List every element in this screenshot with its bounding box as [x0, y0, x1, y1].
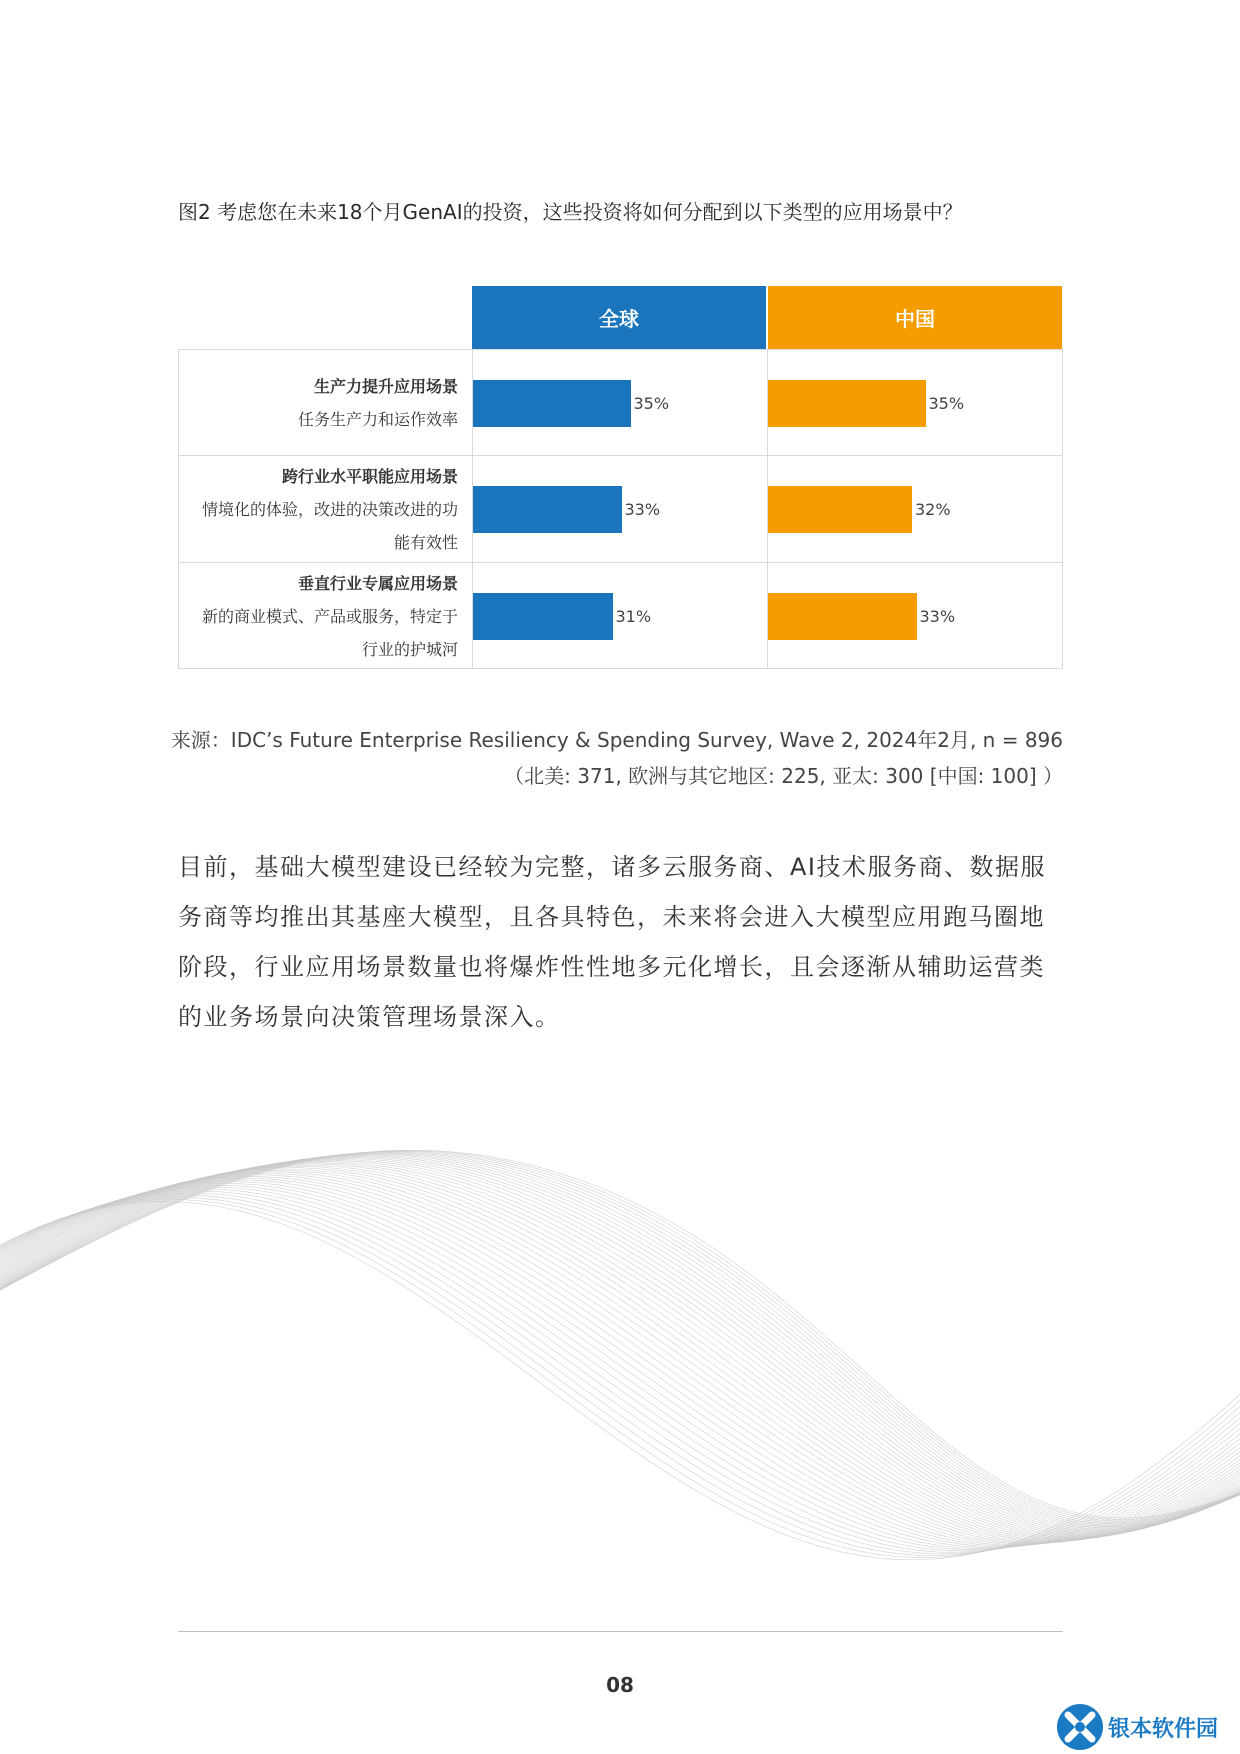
wave-line: [0, 1195, 1240, 1554]
value-label-global-1: 35%: [633, 393, 670, 413]
wave-line: [0, 1152, 1240, 1524]
bar-china-1: [768, 380, 926, 427]
row-label-2: [178, 460, 458, 559]
source-note: [171, 722, 1063, 794]
row-title: 垂直行业专属应用场景: [297, 574, 458, 593]
wave-line: [0, 1161, 1240, 1536]
wave-line: [0, 1172, 1240, 1542]
wave-line: [0, 1159, 1240, 1534]
wave-line: [0, 1180, 1240, 1545]
value-label-china-1: 35%: [928, 393, 965, 413]
wave-line: [0, 1168, 1240, 1541]
value-label-china-3: 33%: [919, 606, 956, 626]
wave-line: [0, 1187, 1240, 1549]
chart-border-right: [1062, 349, 1063, 669]
wave-line: [0, 1156, 1240, 1531]
row-divider-1: [178, 455, 1063, 456]
header-china: [768, 286, 1062, 349]
wave-line: [0, 1193, 1240, 1552]
wave-line: [0, 1178, 1240, 1545]
wave-decoration: [0, 960, 1240, 1650]
chart-border-bottom: [178, 668, 1063, 669]
source-line-2: （北美: 371, 欧洲与其它地区: 225, 亚太: 300 [中国: 100] ）: [504, 764, 1063, 788]
bar-chart: [178, 286, 1063, 669]
header-china-label: 中国: [895, 307, 935, 331]
brand-name: 银本软件园: [1108, 1716, 1219, 1742]
brand-logo: [1056, 1703, 1218, 1751]
bar-global-2: [473, 486, 622, 533]
wave-line: [0, 1183, 1240, 1547]
wave-line: [0, 1153, 1240, 1526]
wave-line: [0, 1164, 1240, 1538]
row-subtitle: 能有效性: [393, 533, 458, 552]
row-subtitle: 任务生产力和运作效率: [297, 410, 458, 429]
wave-line: [0, 1165, 1240, 1539]
bar-global-1: [473, 380, 631, 427]
wave-line: [0, 1154, 1240, 1528]
wave-line: [0, 1177, 1240, 1544]
wave-line: [0, 1153, 1240, 1526]
bar-global-3: [473, 593, 613, 640]
bar-china-3: [768, 593, 917, 640]
row-subtitle: 新的商业模式、产品或服务，特定于: [201, 607, 458, 626]
wave-line: [0, 1185, 1240, 1547]
row-label-1: [178, 370, 458, 436]
header-global-label: 全球: [599, 307, 639, 331]
page-number: 08: [606, 1673, 634, 1697]
value-label-global-2: 33%: [624, 499, 661, 519]
body-paragraph: 目前，基础大模型建设已经较为完整，诸多云服务商、AI技术服务商、数据服务商等均推出其基座大模型，且各具特色，未来将会进入大模型应用跑马圈地阶段，行业应用场景数量也将爆炸性性地多元化增长，且会逐渐从辅助运营类的业务场景向决策管理场景深入。: [178, 853, 1046, 1031]
wave-line: [0, 1191, 1240, 1551]
value-label-global-3: 31%: [615, 606, 652, 626]
chart-border-top: [178, 349, 1063, 350]
wave-line: [0, 1182, 1240, 1546]
footer-divider: [178, 1631, 1063, 1632]
bar-china-2: [768, 486, 912, 533]
wave-line: [0, 1173, 1240, 1543]
figure-title: 图2 考虑您在未来18个月GenAI的投资，这些投资将如何分配到以下类型的应用场景中？: [178, 200, 963, 224]
wave-line: [0, 1158, 1240, 1533]
wave-line: [0, 1189, 1240, 1550]
wave-line: [0, 1199, 1240, 1557]
header-global: [472, 286, 766, 349]
source-line-1: 来源：IDC’s Future Enterprise Resiliency & Spending Survey, Wave 2, 2024年2月, n = 896: [170, 728, 1063, 752]
wave-line: [0, 1152, 1240, 1523]
row-divider-2: [178, 562, 1063, 563]
row-subtitle: 情境化的体验，改进的决策改进的功: [201, 500, 458, 519]
brand-x-icon: [1056, 1703, 1104, 1751]
wave-line: [0, 1169, 1240, 1541]
row-title: 生产力提升应用场景: [313, 377, 458, 396]
value-label-china-2: 32%: [915, 499, 951, 519]
wave-line: [0, 1175, 1240, 1544]
row-title: 跨行业水平职能应用场景: [281, 467, 458, 486]
row-subtitle: 行业的护城河: [361, 640, 458, 659]
row-label-3: [178, 567, 458, 666]
wave-line: [0, 1157, 1240, 1532]
